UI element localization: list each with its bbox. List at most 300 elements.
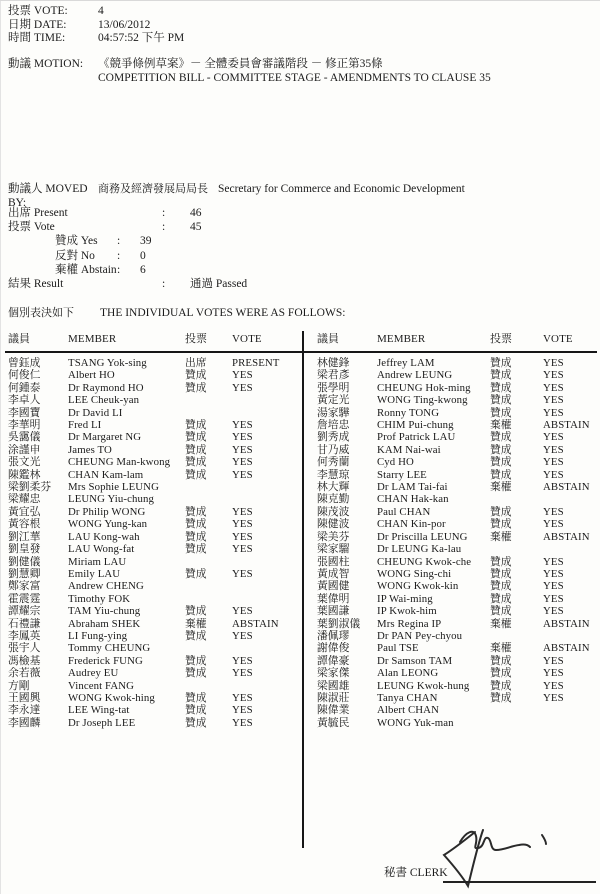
header-vote-en: VOTE	[543, 333, 573, 345]
member-name-en: CHEUNG Kwok-che	[377, 555, 472, 568]
table-row	[0, 456, 298, 468]
member-name-zh: 梁劉柔芬	[8, 481, 52, 494]
table-row	[310, 680, 600, 692]
member-vote-zh	[490, 630, 543, 642]
member-vote-en: YES	[543, 394, 564, 407]
member-name-zh: 石禮謙	[8, 617, 41, 630]
member-name-zh: 李慧琼	[317, 468, 350, 481]
table-row	[310, 419, 600, 431]
member-name-en: TAM Yiu-chung	[68, 605, 141, 618]
member-vote-zh: 贊成	[185, 518, 207, 531]
summary-result-row	[8, 277, 288, 291]
member-vote-zh: 贊成	[185, 381, 207, 394]
member-name-zh: 梁家傑	[317, 667, 350, 680]
member-vote-en: YES	[232, 667, 253, 680]
header-member-en: MEMBER	[377, 333, 426, 345]
member-vote-zh: 贊成	[490, 654, 512, 667]
member-name-en: WONG Kwok-kin	[377, 580, 459, 593]
member-name-en: Frederick FUNG	[68, 654, 143, 667]
member-name-en: Starry LEE	[377, 468, 427, 481]
table-row	[310, 431, 600, 443]
member-name-en: LI Fung-ying	[68, 629, 128, 642]
member-name-zh: 鄭家富	[8, 580, 41, 593]
member-vote-zh: 棄權	[490, 481, 512, 494]
header-vote-en: VOTE	[232, 333, 262, 345]
member-name-en: KAM Nai-wai	[377, 443, 441, 456]
member-vote-zh: 贊成	[185, 443, 207, 456]
table-row	[310, 568, 600, 580]
table-row	[0, 667, 298, 679]
member-vote-zh: 贊成	[490, 381, 512, 394]
member-name-en: Abraham SHEK	[68, 617, 141, 630]
motion-block	[8, 58, 491, 85]
table-row	[0, 382, 298, 394]
member-vote-zh: 贊成	[490, 369, 512, 382]
summary-no-row	[55, 249, 288, 263]
member-name-zh: 詹培忠	[317, 419, 350, 432]
member-vote-en	[543, 630, 600, 642]
member-name-zh: 涂謹申	[8, 443, 41, 456]
member-name-en: Mrs Sophie LEUNG	[68, 481, 159, 494]
member-name-zh: 方剛	[8, 679, 30, 692]
member-vote-en: YES	[543, 567, 564, 580]
table-row	[310, 506, 600, 518]
member-vote-zh: 贊成	[490, 394, 512, 407]
member-name-zh: 劉慧卿	[8, 567, 41, 580]
member-name-en: LEUNG Kwok-hung	[377, 679, 470, 692]
date-row	[8, 19, 184, 33]
member-name-en: IP Kwok-him	[377, 605, 437, 618]
member-vote-en	[232, 394, 298, 406]
member-vote-en: YES	[232, 654, 253, 667]
table-row	[310, 543, 600, 555]
table-row	[0, 543, 298, 555]
member-name-en: Vincent FANG	[68, 679, 135, 692]
table-row	[0, 618, 298, 630]
member-name-en: Dr Joseph LEE	[68, 716, 136, 729]
member-vote-zh: 贊成	[490, 667, 512, 680]
member-vote-en	[232, 580, 298, 592]
member-vote-zh: 贊成	[185, 456, 207, 469]
table-row	[310, 642, 600, 654]
member-name-zh: 劉江華	[8, 530, 41, 543]
member-vote-zh: 贊成	[490, 505, 512, 518]
member-vote-en: YES	[543, 357, 564, 369]
member-vote-zh: 贊成	[490, 406, 512, 419]
summary-yes-row	[55, 234, 288, 248]
member-name-en: LEUNG Yiu-chung	[68, 493, 154, 506]
member-name-en: Jeffrey LAM	[377, 357, 435, 369]
member-vote-en: YES	[232, 704, 253, 717]
member-vote-zh: 贊成	[185, 431, 207, 444]
member-name-zh: 陳淑莊	[317, 691, 350, 704]
member-vote-zh	[185, 680, 232, 692]
member-name-zh: 李卓人	[8, 394, 41, 407]
table-row	[310, 369, 600, 381]
member-name-en: CHIM Pui-chung	[377, 419, 454, 432]
member-name-zh: 劉皇發	[8, 543, 41, 556]
table-row	[310, 531, 600, 543]
member-vote-en	[232, 407, 298, 419]
table-row	[310, 357, 600, 369]
moved-by-label: 動議人 MOVED BY:	[8, 183, 88, 209]
vote-table-left	[0, 333, 298, 729]
member-vote-en: YES	[543, 431, 564, 444]
member-vote-zh: 贊成	[185, 605, 207, 618]
member-name-en: Dr Raymond HO	[68, 381, 144, 394]
member-vote-en: YES	[232, 530, 253, 543]
member-vote-en: YES	[232, 629, 253, 642]
member-name-zh: 黃成智	[317, 567, 350, 580]
member-vote-en: YES	[543, 605, 564, 618]
member-vote-en: YES	[232, 567, 253, 580]
colon: :	[162, 277, 166, 290]
member-name-en: Emily LAU	[68, 567, 121, 580]
member-vote-en: ABSTAIN	[543, 419, 590, 432]
member-vote-zh: 贊成	[185, 629, 207, 642]
member-name-zh: 潘佩璆	[317, 629, 350, 642]
member-name-zh: 陳偉業	[317, 704, 350, 717]
member-name-zh: 何俊仁	[8, 369, 41, 382]
member-vote-en: YES	[543, 505, 564, 518]
member-vote-zh: 棄權	[490, 419, 512, 432]
table-row	[310, 481, 600, 493]
member-vote-en: YES	[232, 543, 253, 556]
table-row	[0, 593, 298, 605]
colon: :	[162, 207, 166, 219]
member-name-en: CHAN Kam-lam	[68, 468, 144, 481]
member-vote-zh: 贊成	[490, 468, 512, 481]
summary-vote-row	[8, 220, 288, 234]
member-vote-zh: 贊成	[185, 654, 207, 667]
member-name-zh: 梁美芬	[317, 530, 350, 543]
member-vote-en: YES	[543, 679, 564, 692]
member-name-en: Dr Samson TAM	[377, 654, 453, 667]
present-value: 46	[190, 207, 202, 219]
table-row	[310, 593, 600, 605]
table-row	[310, 493, 600, 505]
time-value: 04:57:52 下午 PM	[98, 32, 185, 45]
member-name-zh: 黃容根	[8, 518, 41, 531]
table-row	[0, 692, 298, 704]
member-name-en: LEE Wing-tat	[68, 704, 130, 717]
table-row	[0, 642, 298, 654]
yes-value: 39	[140, 235, 152, 248]
member-vote-zh: 贊成	[490, 580, 512, 593]
member-vote-en	[232, 493, 298, 505]
time-row	[8, 32, 184, 46]
member-vote-en: YES	[232, 443, 253, 456]
member-vote-en: YES	[543, 580, 564, 593]
member-name-zh: 林大輝	[317, 481, 350, 494]
table-row	[310, 444, 600, 456]
table-row	[310, 518, 600, 530]
member-name-en: WONG Yuk-man	[377, 716, 454, 729]
summary-abstain-row	[55, 263, 288, 277]
member-vote-en: YES	[543, 592, 564, 605]
member-name-zh: 黃國健	[317, 580, 350, 593]
table-column-divider	[302, 331, 304, 848]
abstain-value: 6	[140, 263, 146, 276]
member-name-en: Dr Priscilla LEUNG	[377, 530, 468, 543]
member-name-zh: 黃定光	[317, 394, 350, 407]
result-label: 結果 Result	[8, 277, 64, 290]
member-name-zh: 何秀蘭	[317, 456, 350, 469]
motion-text-zh: 《競爭條例草案》－ 全體委員會審議階段 － 修正第35條	[98, 58, 383, 70]
member-name-en: Tommy CHEUNG	[68, 642, 151, 655]
table-row	[0, 444, 298, 456]
table-row	[0, 630, 298, 642]
motion-text-en: COMPETITION BILL - COMMITTEE STAGE - AMENDMENTS TO CLAUSE 35	[98, 71, 491, 84]
member-vote-en: YES	[232, 431, 253, 444]
member-name-en: CHAN Kin-por	[377, 518, 446, 531]
member-vote-zh: 贊成	[490, 431, 512, 444]
member-name-en: Audrey EU	[68, 667, 119, 680]
member-name-zh: 林健鋒	[317, 357, 350, 369]
member-name-zh: 曾鈺成	[8, 357, 41, 369]
table-row	[0, 431, 298, 443]
member-name-en: Miriam LAU	[68, 555, 127, 568]
table-row	[0, 568, 298, 580]
table-row	[0, 407, 298, 419]
member-name-zh: 黃宜弘	[8, 505, 41, 518]
member-name-en: Albert CHAN	[377, 704, 439, 717]
member-vote-en: YES	[543, 456, 564, 469]
header-member-en: MEMBER	[68, 333, 117, 345]
member-vote-zh	[185, 556, 232, 568]
member-name-en: Timothy FOK	[68, 592, 131, 605]
member-name-en: TSANG Yok-sing	[68, 357, 147, 369]
abstain-label: 棄權 Abstain	[55, 263, 117, 276]
member-name-zh: 李國麟	[8, 716, 41, 729]
member-name-en: WONG Kwok-hing	[68, 691, 155, 704]
member-vote-zh: 棄權	[490, 642, 512, 655]
member-vote-zh: 贊成	[490, 357, 512, 369]
member-name-zh: 謝偉俊	[317, 642, 350, 655]
member-vote-en: YES	[543, 406, 564, 419]
clerk-label: 秘書 CLERK	[384, 867, 448, 879]
table-row	[0, 394, 298, 406]
result-value: 通過 Passed	[190, 277, 248, 290]
member-vote-zh	[490, 543, 543, 555]
member-vote-zh: 贊成	[185, 543, 207, 556]
yes-label: 贊成 Yes	[55, 235, 98, 248]
member-vote-en: YES	[543, 468, 564, 481]
member-name-en: CHEUNG Man-kwong	[68, 456, 171, 469]
member-name-zh: 湯家驊	[317, 406, 350, 419]
header-vote-zh: 投票	[185, 333, 207, 345]
member-name-zh: 劉健儀	[8, 555, 41, 568]
table-row	[0, 506, 298, 518]
vote-number-value: 4	[98, 5, 104, 17]
member-vote-zh	[490, 704, 543, 716]
member-name-en: Dr LAM Tai-fai	[377, 481, 448, 494]
table-row	[310, 655, 600, 667]
member-name-zh: 余若薇	[8, 667, 41, 680]
member-vote-en	[232, 593, 298, 605]
member-vote-en: YES	[232, 518, 253, 531]
member-name-en: LAU Wong-fat	[68, 543, 135, 556]
table-row	[310, 704, 600, 716]
member-vote-en: YES	[543, 691, 564, 704]
member-vote-en: YES	[232, 419, 253, 432]
member-name-zh: 劉秀成	[317, 431, 350, 444]
member-vote-en: YES	[232, 605, 253, 618]
member-name-en: LAU Kong-wah	[68, 530, 140, 543]
member-vote-en: YES	[232, 456, 253, 469]
motion-text	[98, 58, 491, 85]
date-label: 日期 DATE:	[8, 18, 67, 31]
date-value: 13/06/2012	[98, 18, 151, 31]
individual-heading-en: THE INDIVIDUAL VOTES WERE AS FOLLOWS:	[100, 307, 346, 319]
member-name-zh: 李國寶	[8, 406, 41, 419]
motion-label: 動議 MOTION:	[8, 58, 84, 70]
table-row	[310, 717, 600, 729]
table-rows-left	[0, 357, 298, 729]
table-row	[0, 493, 298, 505]
table-row	[310, 667, 600, 679]
member-vote-zh: 贊成	[490, 456, 512, 469]
member-vote-zh: 贊成	[490, 443, 512, 456]
header-vote-zh: 投票	[490, 333, 512, 345]
member-name-en: James TO	[68, 443, 112, 456]
member-vote-en: YES	[543, 555, 564, 568]
member-vote-zh: 出席	[185, 357, 207, 369]
member-vote-en	[543, 717, 600, 729]
member-vote-en	[543, 543, 600, 555]
individual-heading-zh: 個別表決如下	[8, 307, 74, 319]
member-name-en: Prof Patrick LAU	[377, 431, 456, 444]
colon: :	[117, 235, 121, 248]
member-vote-zh: 贊成	[185, 369, 207, 382]
table-rows-right	[310, 357, 600, 729]
member-vote-en: YES	[232, 369, 253, 382]
table-row	[0, 605, 298, 617]
no-label: 反對 No	[55, 249, 95, 262]
member-name-zh: 葉偉明	[317, 592, 350, 605]
member-vote-zh: 贊成	[185, 530, 207, 543]
table-row	[310, 630, 600, 642]
member-name-en: Paul TSE	[377, 642, 419, 655]
table-row	[310, 692, 600, 704]
table-row	[310, 394, 600, 406]
member-vote-en: YES	[232, 381, 253, 394]
vote-table-right	[310, 333, 600, 729]
member-vote-en: YES	[232, 505, 253, 518]
table-row	[0, 531, 298, 543]
vote-label: 投票 Vote	[8, 221, 55, 234]
member-name-zh: 陳茂波	[317, 505, 350, 518]
member-name-en: Dr David LI	[68, 406, 123, 419]
member-vote-en: YES	[543, 654, 564, 667]
member-name-en: WONG Ting-kwong	[377, 394, 468, 407]
table-row	[0, 655, 298, 667]
colon: :	[162, 221, 166, 234]
member-vote-zh	[185, 493, 232, 505]
member-vote-zh: 棄權	[490, 530, 512, 543]
member-vote-en: PRESENT	[232, 357, 280, 369]
member-name-zh: 梁耀忠	[8, 493, 41, 506]
member-vote-en: YES	[232, 468, 253, 481]
member-vote-en	[232, 680, 298, 692]
member-name-en: Andrew LEUNG	[377, 369, 453, 382]
member-name-zh: 霍震霆	[8, 592, 41, 605]
member-name-en: Dr Philip WONG	[68, 505, 146, 518]
member-name-en: IP Wai-ming	[377, 592, 433, 605]
table-row	[0, 704, 298, 716]
member-name-en: Albert HO	[68, 369, 115, 382]
member-name-en: Mrs Regina IP	[377, 617, 442, 630]
member-name-en: Fred LI	[68, 419, 102, 432]
member-vote-en: YES	[543, 667, 564, 680]
member-name-zh: 張國柱	[317, 555, 350, 568]
member-vote-zh	[185, 580, 232, 592]
member-vote-zh: 贊成	[490, 605, 512, 618]
member-name-zh: 馮檢基	[8, 654, 41, 667]
table-row	[310, 407, 600, 419]
member-vote-zh: 贊成	[490, 518, 512, 531]
member-vote-en	[232, 481, 298, 493]
summary-block	[8, 206, 288, 291]
member-name-zh: 吳靄儀	[8, 431, 41, 444]
table-row	[0, 580, 298, 592]
member-vote-en: YES	[543, 518, 564, 531]
member-vote-en: ABSTAIN	[543, 642, 590, 655]
member-vote-zh	[185, 642, 232, 654]
member-name-en: LEE Cheuk-yan	[68, 394, 140, 407]
table-row	[0, 518, 298, 530]
clerk-signature-line	[443, 881, 596, 883]
member-name-zh: 陳健波	[317, 518, 350, 531]
member-name-en: Cyd HO	[377, 456, 414, 469]
member-vote-zh	[185, 394, 232, 406]
table-row	[310, 605, 600, 617]
member-vote-zh	[490, 717, 543, 729]
member-name-zh: 王國興	[8, 691, 41, 704]
member-name-zh: 葉劉淑儀	[317, 617, 361, 630]
member-vote-en	[232, 642, 298, 654]
table-row	[0, 717, 298, 729]
member-name-en: Tanya CHAN	[377, 691, 438, 704]
member-name-en: Paul CHAN	[377, 505, 431, 518]
vote-value: 45	[190, 221, 202, 234]
member-name-zh: 梁家騮	[317, 543, 350, 556]
member-vote-zh	[185, 407, 232, 419]
member-vote-en: ABSTAIN	[232, 617, 279, 630]
member-name-en: WONG Yung-kan	[68, 518, 148, 531]
member-vote-zh: 棄權	[490, 617, 512, 630]
member-vote-zh: 贊成	[185, 704, 207, 717]
table-row	[0, 357, 298, 369]
member-vote-zh: 棄權	[185, 617, 207, 630]
member-vote-zh: 贊成	[185, 716, 207, 729]
member-vote-zh: 贊成	[185, 691, 207, 704]
member-vote-zh: 贊成	[185, 505, 207, 518]
moved-by-zh: 商務及經濟發展局局長	[98, 183, 208, 195]
member-name-zh: 李鳳英	[8, 629, 41, 642]
member-vote-en: ABSTAIN	[543, 617, 590, 630]
member-vote-zh: 贊成	[185, 667, 207, 680]
member-vote-en	[232, 556, 298, 568]
member-name-zh: 譚偉豪	[317, 654, 350, 667]
member-name-en: Andrew CHENG	[68, 580, 144, 593]
member-name-en: Dr LEUNG Ka-lau	[377, 543, 462, 556]
member-vote-en: ABSTAIN	[543, 481, 590, 494]
no-value: 0	[140, 249, 146, 262]
member-vote-zh	[185, 593, 232, 605]
meta-block	[8, 5, 184, 46]
table-row	[310, 469, 600, 481]
